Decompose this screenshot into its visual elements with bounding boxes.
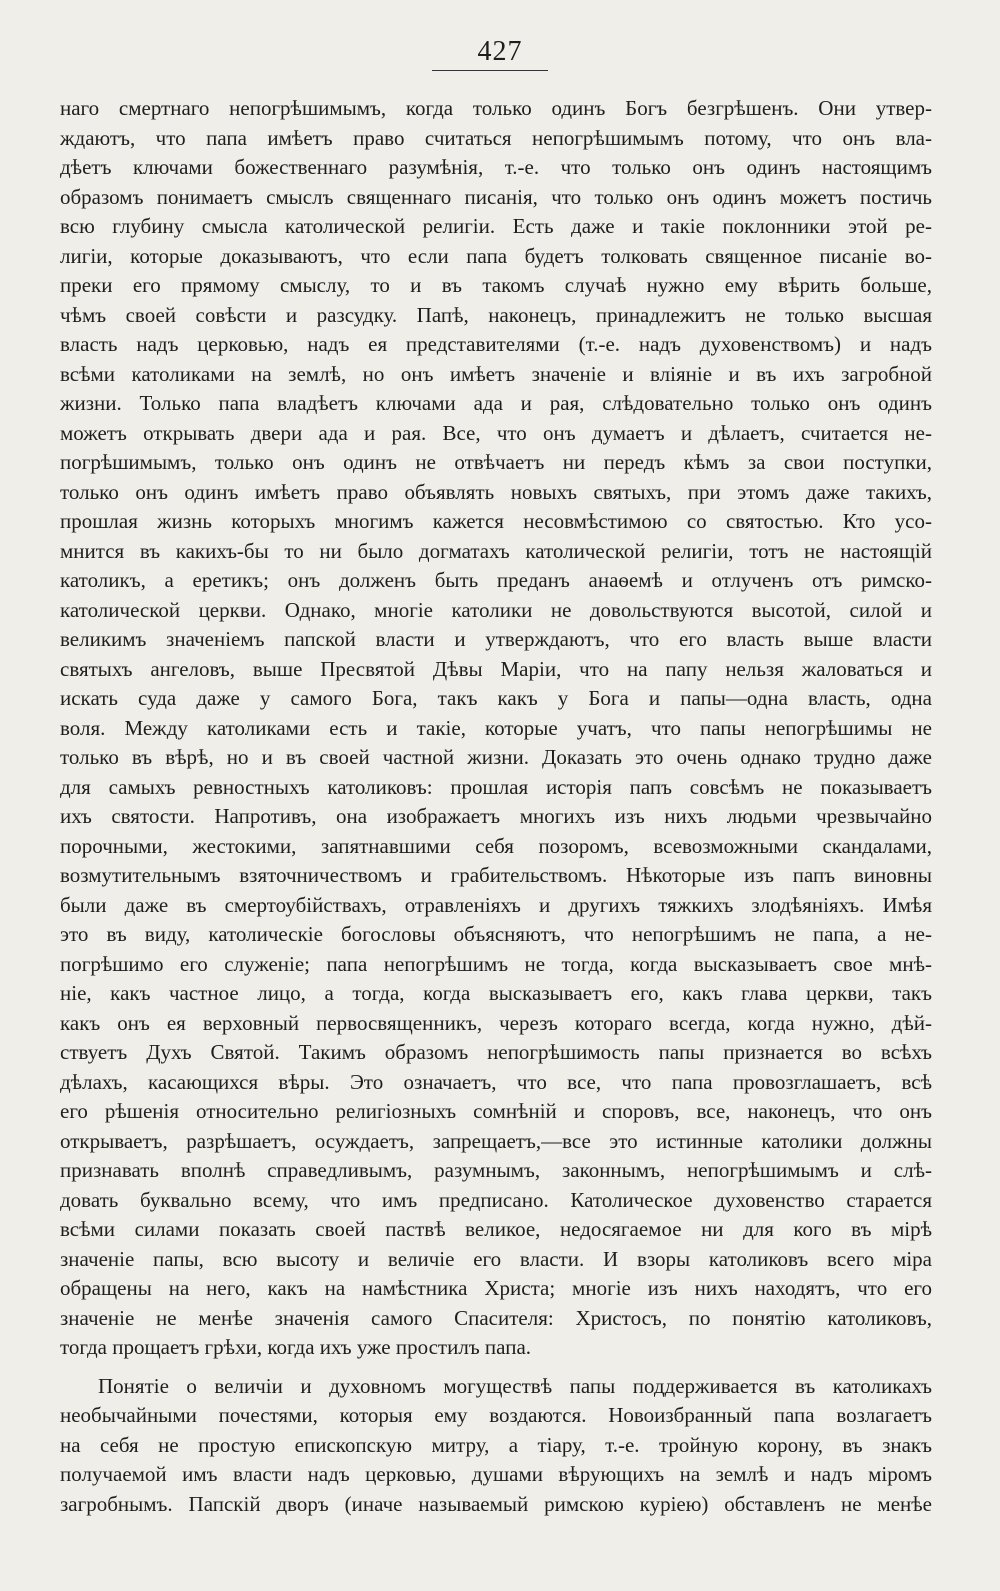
text-line: признавать вполнѣ справедливымъ, разумнымъ, законнымъ, непогрѣшимымъ и слѣ- (60, 1158, 932, 1182)
text-line: всю глубину смысла католической религіи. Есть даже и такіе поклонники этой ре- (60, 214, 932, 238)
text-line: ствуетъ Духъ Святой. Такимъ образомъ непогрѣшимость папы признается во всѣхъ (60, 1040, 932, 1064)
text-line: только въ вѣрѣ, но и въ своей частной жизни. Доказать это очень однако трудно даже (60, 745, 932, 769)
text-line: Понятіе о величіи и духовномъ могуществѣ папы поддерживается въ католикахъ (98, 1373, 932, 1398)
text-line: значеніе не менѣе значенія самого Спасителя: Христосъ, по понятію католиковъ, (60, 1305, 932, 1330)
text-line: святыхъ ангеловъ, выше Пресвятой Дѣвы Маріи, что на папу нельзя жаловаться и (60, 656, 932, 681)
text-line: его рѣшенія относительно религіозныхъ сомнѣній и споровъ, все, наконецъ, что онъ (60, 1099, 932, 1123)
text-line: жизни. Только папа владѣетъ ключами ада и рая, слѣдовательно только онъ одинъ (60, 391, 932, 415)
text-line: довать буквально всему, что имъ предписано. Католическое духовенство старается (60, 1187, 932, 1212)
text-line: воля. Между католиками есть и такіе, которые учатъ, что папы непогрѣшимы не (60, 715, 932, 740)
text-line: погрѣшимо его служеніе; папа непогрѣшимъ не тогда, когда высказываетъ свое мнѣ- (60, 951, 932, 976)
page-number: 427 (477, 36, 523, 67)
text-line: какъ онъ ея верховный первосвященникъ, черезъ котораго всегда, когда нужно, дѣй- (60, 1010, 932, 1035)
text-line: возмутительнымъ взяточничествомъ и грабительствомъ. Нѣкоторые изъ папъ виновны (60, 863, 932, 887)
text-line: ждаютъ, что папа имѣетъ право считаться непогрѣшимымъ потому, что онъ вла- (60, 125, 932, 150)
text-line: это въ виду, католическіе богословы объясняютъ, что непогрѣшимъ не папа, а не- (60, 922, 932, 946)
text-line: всѣми католиками на землѣ, но онъ имѣетъ значеніе и вліяніе и въ ихъ загробной (60, 361, 932, 386)
text-line: дѣлахъ, касающихся вѣры. Это означаетъ, что все, что папа провозглашаетъ, всѣ (60, 1069, 932, 1094)
text-line: наго смертнаго непогрѣшимымъ, когда только одинъ Богъ безгрѣшенъ. Они утвер- (60, 96, 932, 120)
text-line: ніе, какъ частное лицо, а тогда, когда высказываетъ его, какъ глава церкви, такъ (60, 981, 932, 1005)
text-line: тогда прощаетъ грѣхи, когда ихъ уже простилъ папа. (60, 1335, 532, 1359)
text-line: всѣми силами показать своей паствѣ великое, недосягаемое ни для кого въ мірѣ (60, 1217, 932, 1241)
paragraph (60, 94, 932, 1363)
paragraph-gap (60, 1363, 932, 1372)
text-line: власть надъ церковью, надъ ея представителями (т.-е. надъ духовенствомъ) и надъ (60, 332, 932, 356)
text-line: чѣмъ своей совѣсти и разсудку. Папѣ, наконецъ, принадлежитъ не только высшая (60, 302, 932, 327)
text-line: преки его прямому смыслу, то и въ такомъ случаѣ нужно ему вѣрить больше, (60, 273, 932, 297)
text-line: порочными, жестокими, запятнавшими себя позоромъ, всевозможными скандалами, (60, 833, 932, 858)
text-line: образомъ понимаетъ смыслъ священнаго писанія, что только онъ одинъ можетъ постичь (60, 184, 932, 209)
text-line: были даже въ смертоубійствахъ, отравленіяхъ и другихъ тяжкихъ злодѣяніяхъ. Имѣя (60, 892, 932, 917)
text-line: обращены на него, какъ на намѣстника Христа; многіе изъ нихъ находятъ, что его (60, 1276, 932, 1300)
body-text (60, 94, 932, 1519)
text-line: прошлая жизнь которыхъ многимъ кажется несовмѣстимою со святостью. Кто усо- (60, 509, 932, 533)
text-line: дѣетъ ключами божественнаго разумѣнія, т.-е. что только онъ одинъ настоящимъ (60, 155, 932, 179)
text-line: значеніе папы, всю высоту и величіе его власти. И взоры католиковъ всего міра (60, 1246, 932, 1271)
text-line: загробнымъ. Папскій дворъ (иначе называемый римскою куріею) обставленъ не менѣе (60, 1491, 932, 1516)
text-line: великимъ значеніемъ папской власти и утверждаютъ, что его власть выше власти (60, 627, 932, 651)
text-line: на себя не простую епископскую митру, а тіару, т.-е. тройную корону, въ знакъ (60, 1432, 932, 1457)
text-line: искать суда даже у самого Бога, такъ какъ у Бога и папы—одна власть, одна (60, 686, 932, 710)
text-line: лигіи, которые доказываютъ, что если папа будетъ толковать священное писаніе во- (60, 243, 932, 268)
text-line: открываетъ, разрѣшаетъ, осуждаетъ, запрещаетъ,—все это истинные католики должны (60, 1128, 932, 1153)
paragraph (60, 1372, 932, 1520)
text-line: погрѣшимымъ, только онъ одинъ не отвѣчаетъ ни передъ кѣмъ за свои поступки, (60, 450, 932, 474)
text-line: католикъ, а еретикъ; онъ долженъ быть преданъ анаѳемѣ и отлученъ отъ римско- (60, 568, 932, 592)
text-line: мнится въ какихъ-бы то ни было догматахъ католической религіи, тотъ не настоящій (60, 538, 932, 563)
text-line: для самыхъ ревностныхъ католиковъ: прошлая исторія папъ совсѣмъ не показываетъ (60, 774, 932, 799)
text-line: только онъ одинъ имѣетъ право объявлять новыхъ святыхъ, при этомъ даже такихъ, (60, 479, 932, 504)
header-rule (432, 70, 548, 71)
text-line: католической церкви. Однако, многіе католики не довольствуются высотой, силой и (60, 597, 932, 622)
text-line: можетъ открывать двери ада и рая. Все, что онъ думаетъ и дѣлаетъ, считается не- (60, 420, 932, 445)
text-line: ихъ святости. Напротивъ, она изображаетъ многихъ изъ нихъ людьми чрезвычайно (60, 804, 932, 828)
text-line: необычайными почестями, которыя ему воздаются. Новоизбранный папа возлагаетъ (60, 1403, 932, 1427)
text-line: получаемой имъ власти надъ церковью, душами вѣрующихъ на землѣ и надъ міромъ (60, 1462, 932, 1486)
